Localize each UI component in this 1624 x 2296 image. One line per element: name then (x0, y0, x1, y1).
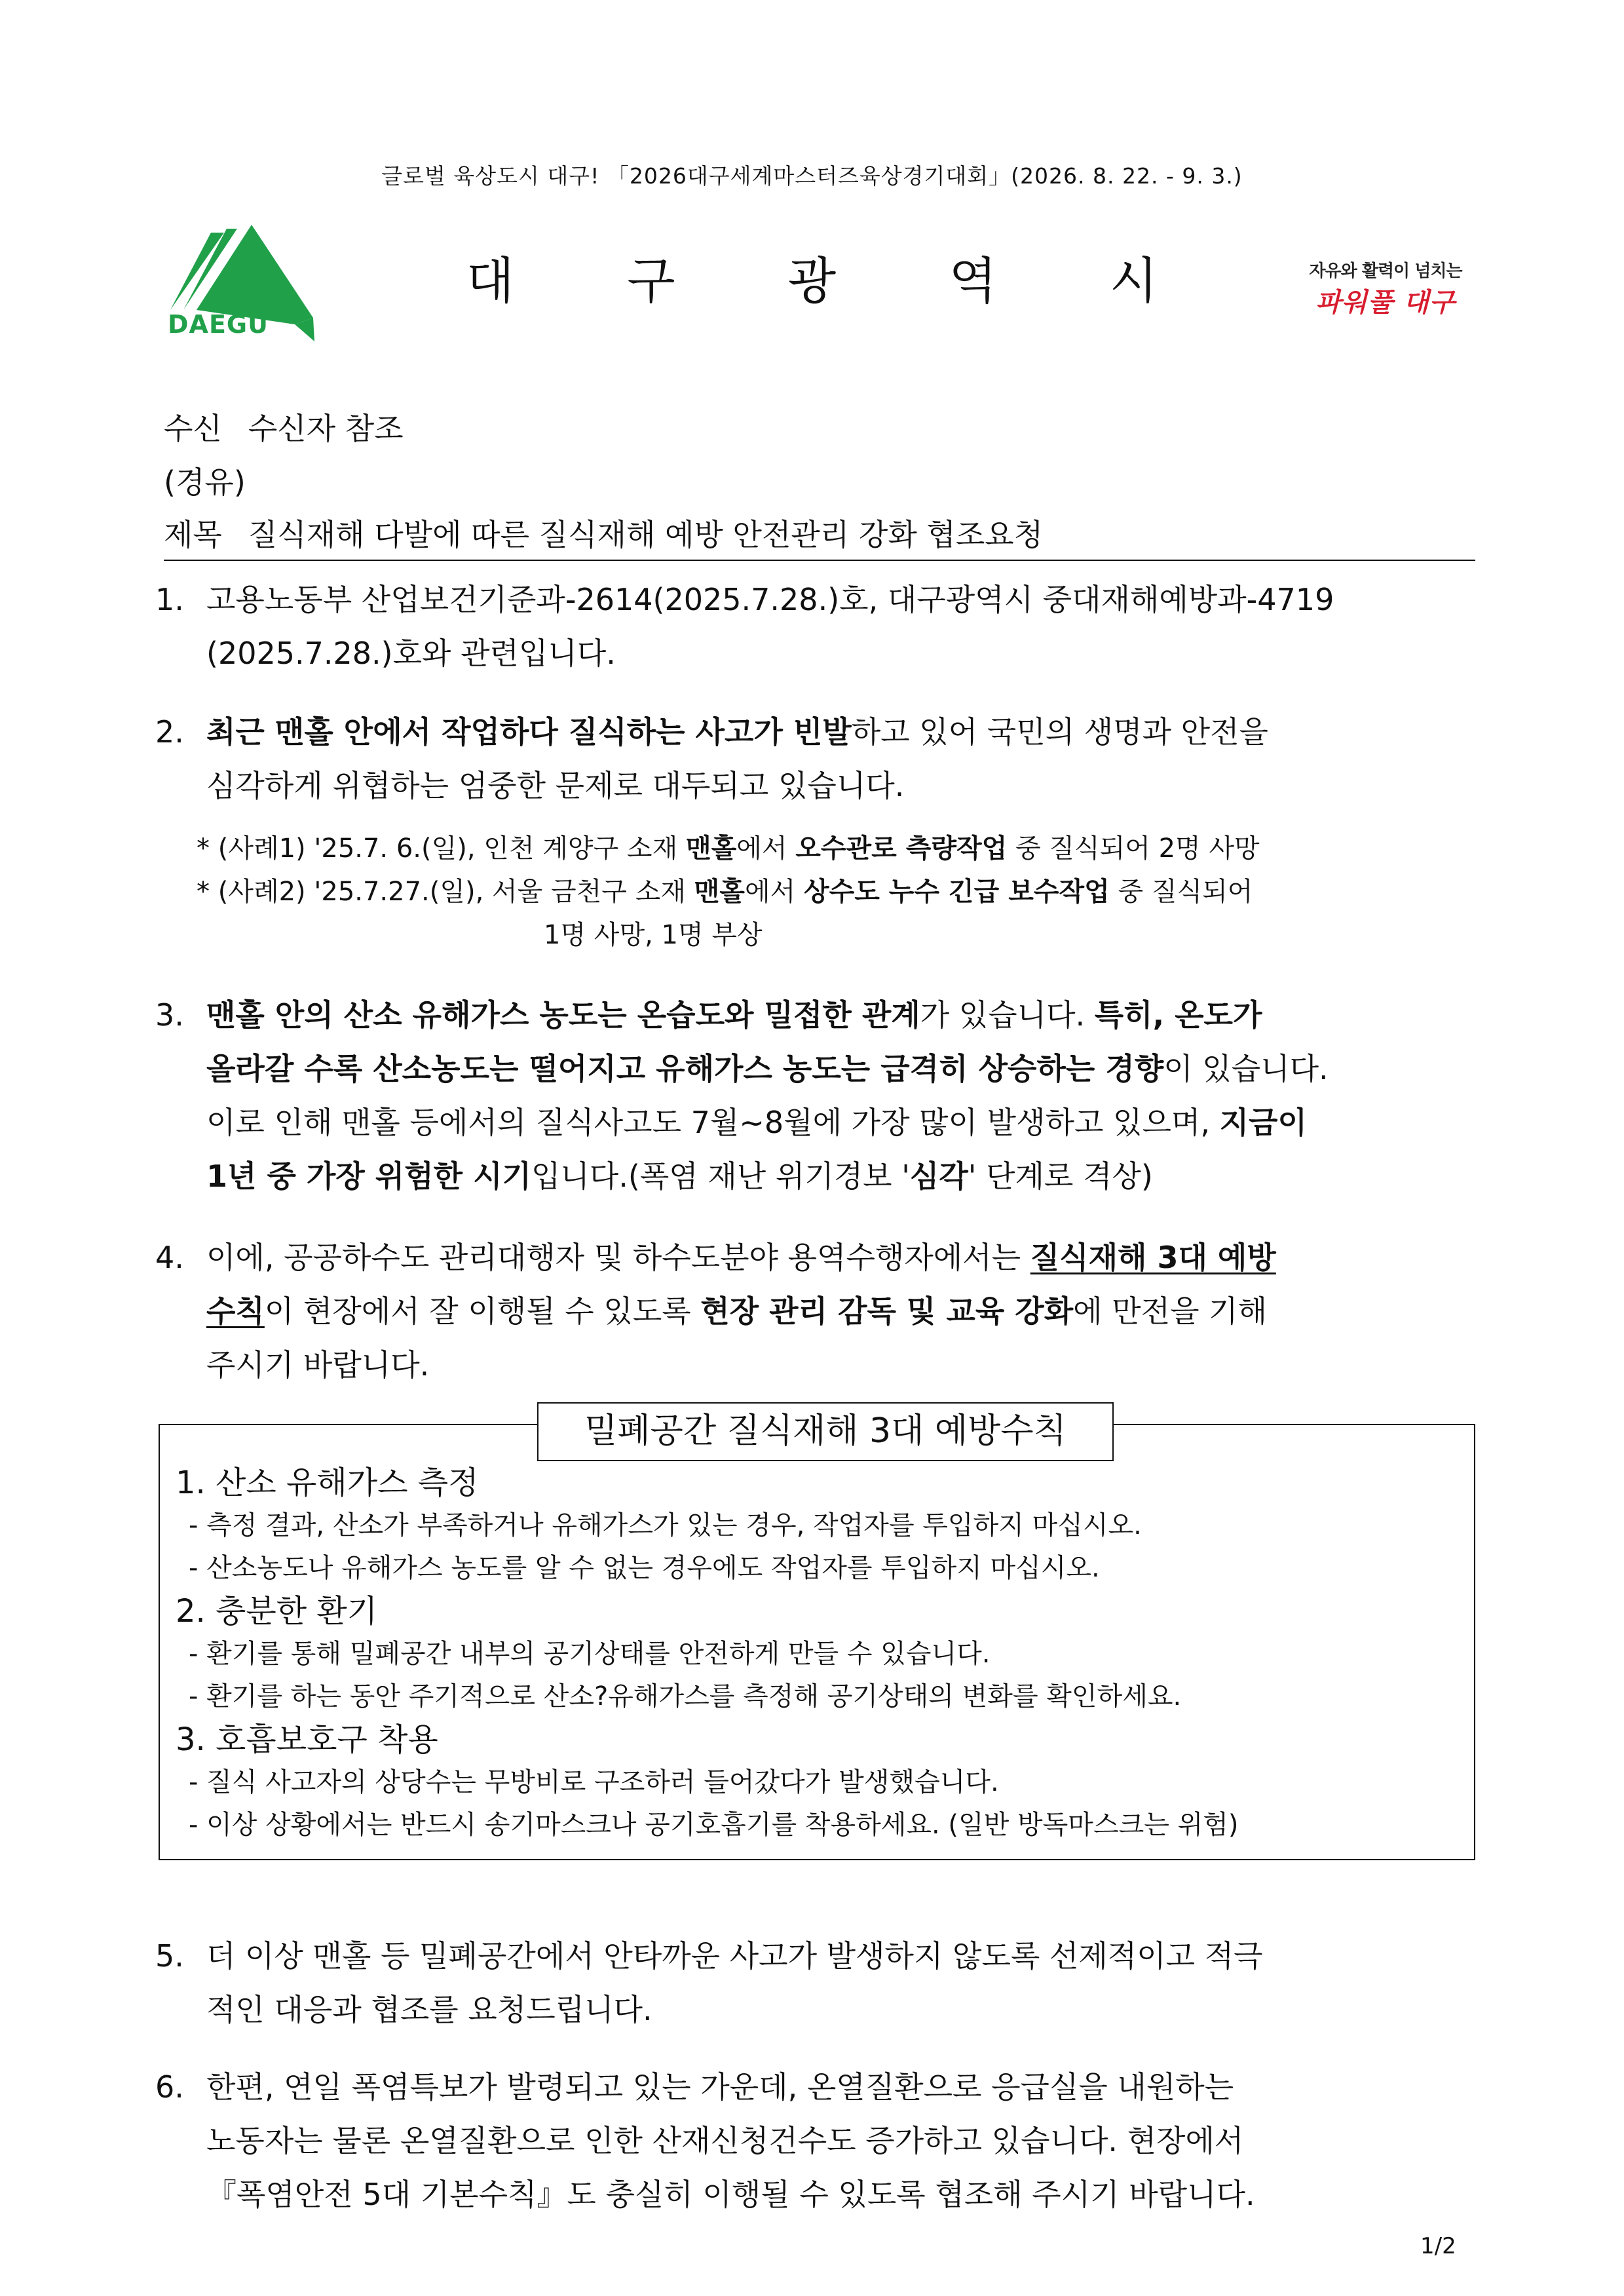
body-text: 하고 있어 국민의 생명과 안전을 (851, 714, 1268, 750)
header-divider (164, 560, 1475, 561)
case-emphasis: 맨홀 (694, 877, 745, 907)
paragraph-6 (155, 2060, 1477, 2221)
body-text: 입니다.(폭염 재난 위기경보 ' (531, 1158, 910, 1194)
recipient-value: 수신자 참조 (248, 411, 404, 446)
case-text: 에서 (736, 833, 796, 864)
paragraph-number: 3. (155, 997, 184, 1033)
rule-heading: 1. 산소 유해가스 측정 (176, 1464, 479, 1501)
case-emphasis: 맨홀 (685, 833, 737, 864)
paragraph-line (206, 1231, 1477, 1284)
body-text: 이 현장에서 잘 이행될 수 있도록 (264, 1293, 701, 1329)
case-emphasis: 상수도 누수 긴급 보수작업 (803, 877, 1110, 907)
case-text: 중 질식되어 (1109, 877, 1253, 907)
paragraph-line (206, 1284, 1477, 1338)
via-row: (경유) (164, 465, 246, 500)
body-text: ' 단계로 격상) (968, 1158, 1153, 1194)
emphasis-text: 올라갈 수록 산소농도는 떨어지고 유해가스 농도는 급격히 상승하는 경향 (206, 1051, 1164, 1086)
case-text: * (사례1) '25.7. 6.(일), 인천 계양구 소재 (197, 833, 686, 864)
rule-heading: 3. 호흡보호구 착용 (176, 1721, 438, 1758)
paragraph-4 (155, 1231, 1477, 1392)
paragraph-line: 『폭염안전 5대 기본수칙』도 충실히 이행될 수 있도록 협조해 주시기 바랍니다. (206, 2177, 1255, 2212)
body-text: 이에, 공공하수도 관리대행자 및 하수도분야 용역수행자에서는 (206, 1240, 1030, 1275)
paragraph-1 (155, 573, 1477, 680)
paragraph-line: 고용노동부 산업보건기준과-2614(2025.7.28.)호, 대구광역시 중대재해예방과-4719 (206, 582, 1334, 617)
emphasis-text: 1년 중 가장 위험한 시기 (206, 1158, 531, 1194)
paragraph-line: 한편, 연일 폭염특보가 발령되고 있는 가운데, 온열질환으로 응급실을 내원하는 (206, 2069, 1234, 2105)
paragraph-line: 더 이상 맨홀 등 밀폐공간에서 안타까운 사고가 발생하지 않도록 선제적이고 적극 (206, 1938, 1263, 1974)
prevention-rules-title: 밀폐공간 질식재해 3대 예방수칙 (537, 1402, 1114, 1461)
underlined-emphasis: 수칙 (206, 1293, 265, 1329)
emphasis-text: 특히, 온도가 (1094, 997, 1262, 1033)
paragraph-line (206, 1096, 1477, 1149)
case-text: 에서 (744, 877, 804, 907)
paragraph-number: 1. (155, 582, 184, 617)
paragraph-line (206, 988, 1477, 1042)
emphasis-text: 지금이 (1219, 1105, 1307, 1140)
rule-item: - 측정 결과, 산소가 부족하거나 유해가스가 있는 경우, 작업자를 투입하지 마십시오. (189, 1510, 1142, 1540)
brand-name: 파워풀 대구 (1315, 288, 1456, 318)
logo-text: DAEGU (168, 310, 269, 339)
emphasis-text: 최근 맨홀 안에서 작업하다 질식하는 사고가 빈발 (206, 714, 852, 750)
brand-slogan (1300, 258, 1471, 318)
paragraph-line: 노동자는 물론 온열질환으로 인한 산재신청건수도 증가하고 있습니다. 현장에서 (206, 2123, 1244, 2158)
subject-value: 질식재해 다발에 따른 질식재해 예방 안전관리 강화 협조요청 (248, 517, 1044, 552)
emphasis-text: 맨홀 안의 산소 유해가스 농도는 온습도와 밀접한 관계 (206, 997, 920, 1033)
subject-label: 제목 (164, 517, 222, 552)
recipient-row (164, 405, 404, 448)
paragraph-3 (155, 988, 1477, 1203)
paragraph-line: 주시기 바랍니다. (206, 1347, 430, 1383)
prevention-rules-list (176, 1461, 1473, 1846)
page-number: 1/2 (1420, 2233, 1456, 2259)
rule-item: - 이상 상황에서는 반드시 송기마스크나 공기호흡기를 착용하세요. (일반 방독마스크는 위험) (189, 1810, 1239, 1840)
case-1 (197, 827, 1477, 870)
brand-tagline: 자유와 활력이 넘치는 (1309, 261, 1462, 281)
paragraph-line (206, 705, 1477, 759)
paragraph-number: 6. (155, 2069, 184, 2105)
paragraph-number: 5. (155, 1938, 184, 1974)
recipient-label: 수신 (164, 411, 222, 446)
body-text: 이로 인해 맨홀 등에서의 질식사고도 7월~8월에 가장 많이 발생하고 있으며, (206, 1105, 1220, 1140)
paragraph-line: 적인 대응과 협조를 요청드립니다. (206, 1992, 652, 2027)
body-text: 이 있습니다. (1163, 1051, 1329, 1086)
body-text: 에 만전을 기해 (1073, 1293, 1268, 1329)
rule-item: - 환기를 통해 밀폐공간 내부의 공기상태를 안전하게 만들 수 있습니다. (189, 1639, 991, 1669)
case-text: * (사례2) '25.7.27.(일), 서울 금천구 소재 (197, 877, 694, 907)
case-emphasis: 오수관로 측량작업 (795, 833, 1008, 864)
rule-heading: 2. 충분한 환기 (176, 1593, 378, 1630)
paragraph-line: (2025.7.28.)호와 관련입니다. (206, 636, 616, 671)
paragraph-5 (155, 1929, 1477, 2037)
emphasis-text: 심각 (909, 1158, 968, 1194)
case-2-continuation: 1명 사망, 1명 부상 (544, 920, 763, 950)
case-2 (197, 870, 1477, 913)
paragraph-2 (155, 705, 1477, 813)
organization-title: 대 구 광 역 시 (466, 252, 1207, 310)
paragraph-line (206, 1149, 1477, 1203)
underlined-emphasis: 질식재해 3대 예방 (1030, 1240, 1276, 1275)
slogan: 글로벌 육상도시 대구! 「2026대구세계마스터즈육상경기대회」(2026. 8. 22. - 9. 3.) (381, 163, 1243, 189)
subject-row (164, 511, 1043, 554)
rule-item: - 환기를 하는 동안 주기적으로 산소?유해가스를 측정해 공기상태의 변화를 확인하세요. (189, 1681, 1182, 1712)
rule-item: - 질식 사고자의 상당수는 무방비로 구조하러 들어갔다가 발생했습니다. (189, 1767, 999, 1797)
body-text: 가 있습니다. (920, 997, 1095, 1033)
paragraph-line (206, 1042, 1477, 1096)
paragraph-line: 심각하게 위협하는 엄중한 문제로 대두되고 있습니다. (206, 768, 905, 803)
paragraph-number: 2. (155, 714, 184, 750)
rule-item: - 산소농도나 유해가스 농도를 알 수 없는 경우에도 작업자를 투입하지 마십시오. (189, 1553, 1100, 1583)
case-text: 중 질식되어 2명 사망 (1007, 833, 1260, 864)
paragraph-number: 4. (155, 1240, 184, 1275)
emphasis-text: 현장 관리 감독 및 교육 강화 (700, 1293, 1074, 1329)
